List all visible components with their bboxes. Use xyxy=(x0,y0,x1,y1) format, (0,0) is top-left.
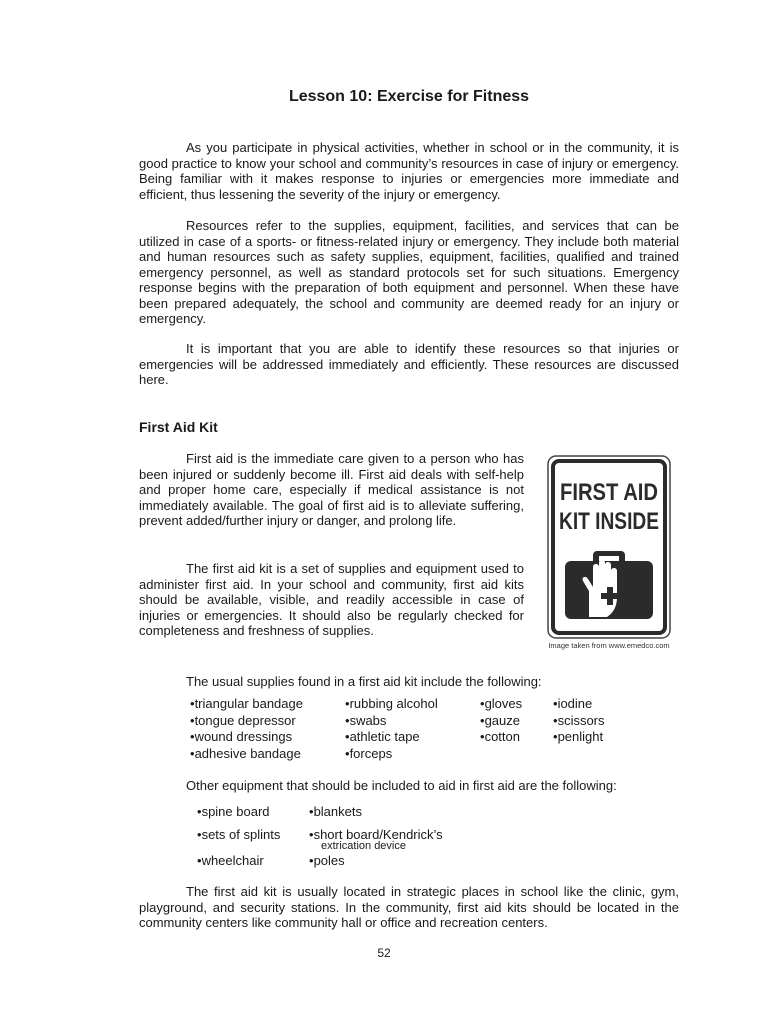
intro-paragraph-1: As you participate in physical activities, whether in school or in the community, it is good practice to know your school and community’s resources in case of injury or emergency. Being familiar with it makes response to injuries or emergencies more immediate and efficient, thus lessening the severity of the injury or emergency. xyxy=(139,140,679,202)
sign-text-line2: KIT INSIDE xyxy=(559,508,659,535)
section-heading: First Aid Kit xyxy=(139,419,218,435)
list-item: • triangular bandage xyxy=(190,696,303,713)
intro-paragraph-3: It is important that you are able to identify these resources so that injuries or emergencies will be addressed immediately and efficiently. These resources are discussed here. xyxy=(139,341,679,387)
list-item: • scissors xyxy=(553,713,605,730)
list-item: • gauze xyxy=(480,713,522,730)
list-item: • wheelchair xyxy=(197,853,264,868)
page-number: 52 xyxy=(377,946,391,960)
list-item: • swabs xyxy=(345,713,438,730)
supplies-column-3 xyxy=(480,696,522,746)
list-item: • sets of splints xyxy=(197,827,280,842)
list-item: • short board/Kendrick’s xyxy=(309,827,443,842)
list-item: • gloves xyxy=(480,696,522,713)
list-item: • wound dressings xyxy=(190,729,303,746)
list-item: • cotton xyxy=(480,729,522,746)
supplies-column-4 xyxy=(553,696,605,746)
first-aid-paragraph-1: First aid is the immediate care given to a person who has been injured or suddenly become ill. First aid deals with self-help and proper home care, especially if medical assistance is not immediately available. The goal of first aid is to alleviate suffering, prevent added/further injury or danger, and prolong life. xyxy=(139,451,524,528)
list-item: • forceps xyxy=(345,746,438,763)
first-aid-case-icon xyxy=(565,551,653,619)
list-item-subtext: extrication device xyxy=(321,840,406,852)
closing-paragraph: The first aid kit is usually located in strategic places in school like the clinic, gym, playground, and security stations. In the community, first aid kits should be located in the community centers like community hall or office and recreation centers. xyxy=(139,884,679,930)
list-item: • blankets xyxy=(309,804,362,819)
list-item: • rubbing alcohol xyxy=(345,696,438,713)
supplies-column-2 xyxy=(345,696,438,762)
list-item: • poles xyxy=(309,853,345,868)
first-aid-kit-sign-image xyxy=(547,455,671,639)
list-item: • athletic tape xyxy=(345,729,438,746)
intro-paragraph-2: Resources refer to the supplies, equipment, facilities, and services that can be utilized in case of a sports- or fitness-related injury or emergency. They include both material and human resources such as safety supplies, equipment, facilities, qualified and trained emergency personnel, as well as standard protocols set for such situations. Emergency response begins with the preparation of both equipment and personnel. When these have been prepared adequately, the school and community are deemed ready for an injury or emergency. xyxy=(139,218,679,326)
first-aid-paragraph-2: The first aid kit is a set of supplies and equipment used to administer first aid. In your school and community, first aid kits should be available, visible, and readily accessible in case of injuries or emergencies. It should also be regularly checked for completeness and freshness of supplies. xyxy=(139,561,524,638)
supplies-column-1 xyxy=(190,696,303,762)
supplies-intro: The usual supplies found in a first aid kit include the following: xyxy=(186,674,542,689)
lesson-title: Lesson 10: Exercise for Fitness xyxy=(288,88,530,105)
equipment-intro: Other equipment that should be included to aid in first aid are the following: xyxy=(186,778,617,793)
image-caption: Image taken from www.emedco.com xyxy=(548,641,670,650)
list-item: • spine board xyxy=(197,804,270,819)
list-item: • penlight xyxy=(553,729,605,746)
list-item: • adhesive bandage xyxy=(190,746,303,763)
list-item: • iodine xyxy=(553,696,605,713)
sign-text-line1: FIRST AID xyxy=(560,479,658,506)
list-item: • tongue depressor xyxy=(190,713,303,730)
